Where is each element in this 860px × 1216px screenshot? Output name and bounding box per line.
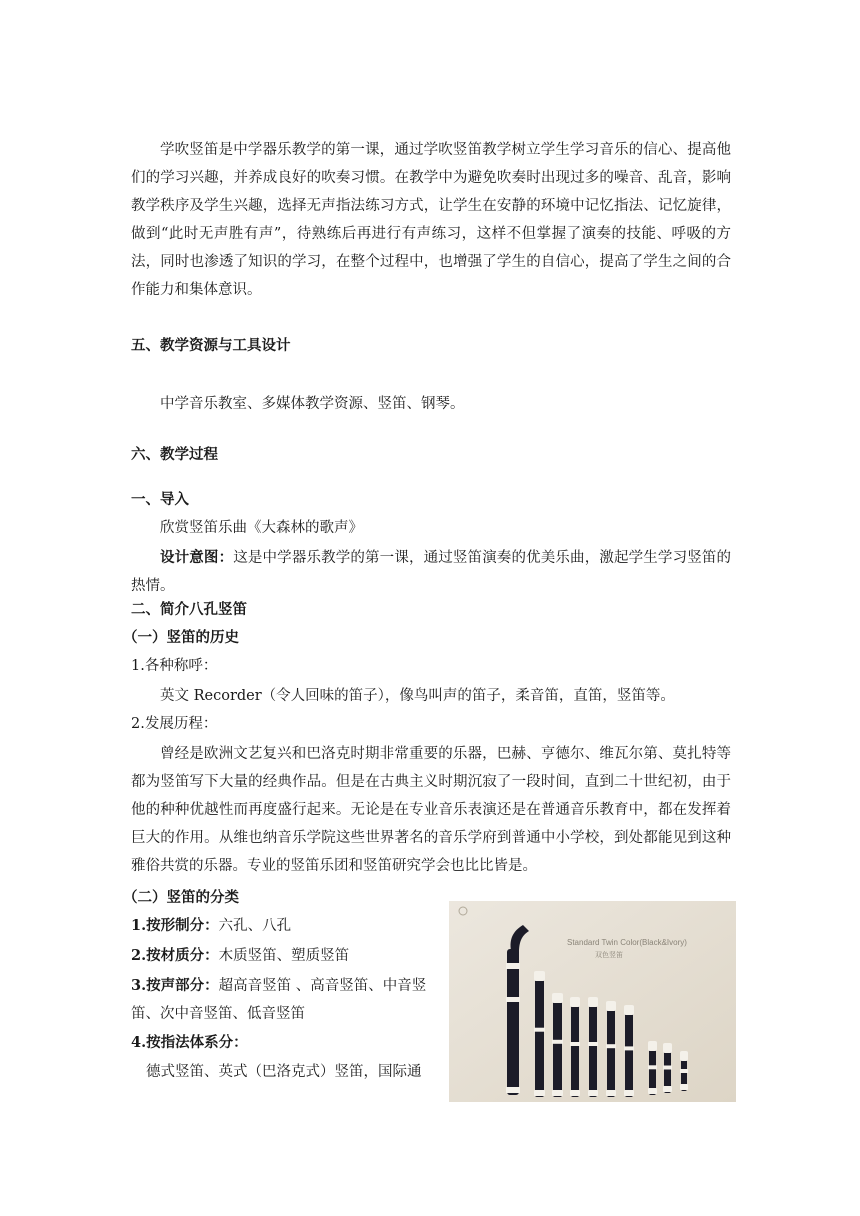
photo-caption-zh: 双色竖笛 bbox=[595, 951, 623, 959]
dev-text: 曾经是欧洲文艺复兴和巴洛克时期非常重要的乐器，巴赫、亨德尔、维瓦尔第、莫扎特等都为竖笛写下大量的经典作品。但是在古典主义时期沉寂了一段时间，直到二十世纪初，由于他的种种优越性而再度盛行起来。无论是在专业音乐表演还是在普通音乐教育中，都在发挥着巨大的作用。从维也纳音乐学院这些世界著名的音乐学府到普通中小学校，到处都能见到这种雅俗共赏的乐器。专业的竖笛乐团和竖笛研究学会也比比皆是。 bbox=[131, 746, 731, 874]
class-item-3-label: 3.按声部分： bbox=[131, 977, 219, 994]
class-heading: （二）竖笛的分类 bbox=[123, 889, 239, 906]
names-label: 1.各种称呼： bbox=[131, 658, 218, 674]
class-item-4-text: 德式竖笛、英式（巴洛克式）竖笛，国际通 bbox=[146, 1064, 422, 1080]
recorder-2 bbox=[552, 993, 563, 1097]
recorder-5 bbox=[606, 1001, 616, 1097]
class-item-2-text: 木质竖笛、塑质竖笛 bbox=[218, 948, 350, 964]
section6-heading: 六、教学过程 bbox=[131, 446, 218, 463]
class-item-3-cont: 笛、次中音竖笛、低音竖笛 bbox=[131, 1006, 305, 1022]
photo-caption-en: Standard Twin Color(Black&Ivory) bbox=[567, 938, 687, 947]
recorder-4 bbox=[588, 997, 598, 1097]
class-item-1-label: 1.按形制分： bbox=[131, 917, 219, 934]
recorder-3 bbox=[570, 997, 580, 1097]
design-intent bbox=[131, 544, 731, 600]
recorder-9 bbox=[680, 1051, 688, 1091]
class-item-1 bbox=[131, 914, 291, 938]
part1-heading: 一、导入 bbox=[131, 491, 189, 508]
recorder-7 bbox=[648, 1041, 657, 1095]
recorder-photo bbox=[449, 901, 736, 1102]
class-item-4-label: 4.按指法体系分： bbox=[131, 1034, 248, 1051]
design-intent-label: 设计意图： bbox=[160, 549, 234, 566]
history-heading: （一）竖笛的历史 bbox=[123, 629, 239, 646]
dev-label: 2.发展历程： bbox=[131, 716, 218, 732]
part2-heading: 二、简介八孔竖笛 bbox=[131, 601, 247, 618]
part1-line1: 欣赏竖笛乐曲《大森林的歌声》 bbox=[160, 520, 363, 536]
class-item-2-label: 2.按材质分： bbox=[131, 947, 219, 964]
recorder-6 bbox=[624, 1005, 634, 1097]
class-item-2 bbox=[131, 944, 349, 968]
section5-text: 中学音乐教室、多媒体教学资源、竖笛、钢琴。 bbox=[160, 396, 465, 412]
class-item-3-text: 超高音竖笛 、高音竖笛、中音竖 bbox=[218, 978, 427, 994]
recorder-8 bbox=[663, 1043, 672, 1093]
design-intent-text: 这是中学器乐教学的第一课，通过竖笛演奏的优美乐曲，激起学生学习竖笛的热情。 bbox=[131, 550, 732, 594]
class-item-3 bbox=[131, 974, 426, 998]
names-text: 英文 Recorder（令人回味的笛子），像鸟叫声的笛子，柔音笛，直笛，竖笛等。 bbox=[160, 688, 675, 704]
section5-heading: 五、教学资源与工具设计 bbox=[131, 337, 291, 354]
recorder-1 bbox=[534, 971, 545, 1097]
recorder-illustration bbox=[449, 901, 736, 1102]
intro-paragraph: 学吹竖笛是中学器乐教学的第一课，通过学吹竖笛教学树立学生学习音乐的信心、提高他们的学习兴趣，并养成良好的吹奏习惯。在教学中为避免吹奏时出现过多的噪音、乱音，影响教学秩序及学生兴趣，选择无声指法练习方式，让学生在安静的环境中记忆指法、记忆旋律，做到“此时无声胜有声”，待熟练后再进行有声练习，这样不但掌握了演奏的技能、呼吸的方法，同时也渗透了知识的学习，在整个过程中，也增强了学生的自信心，提高了学生之间的合作能力和集体意识。 bbox=[131, 142, 731, 298]
class-item-1-text: 六孔、八孔 bbox=[218, 918, 292, 934]
